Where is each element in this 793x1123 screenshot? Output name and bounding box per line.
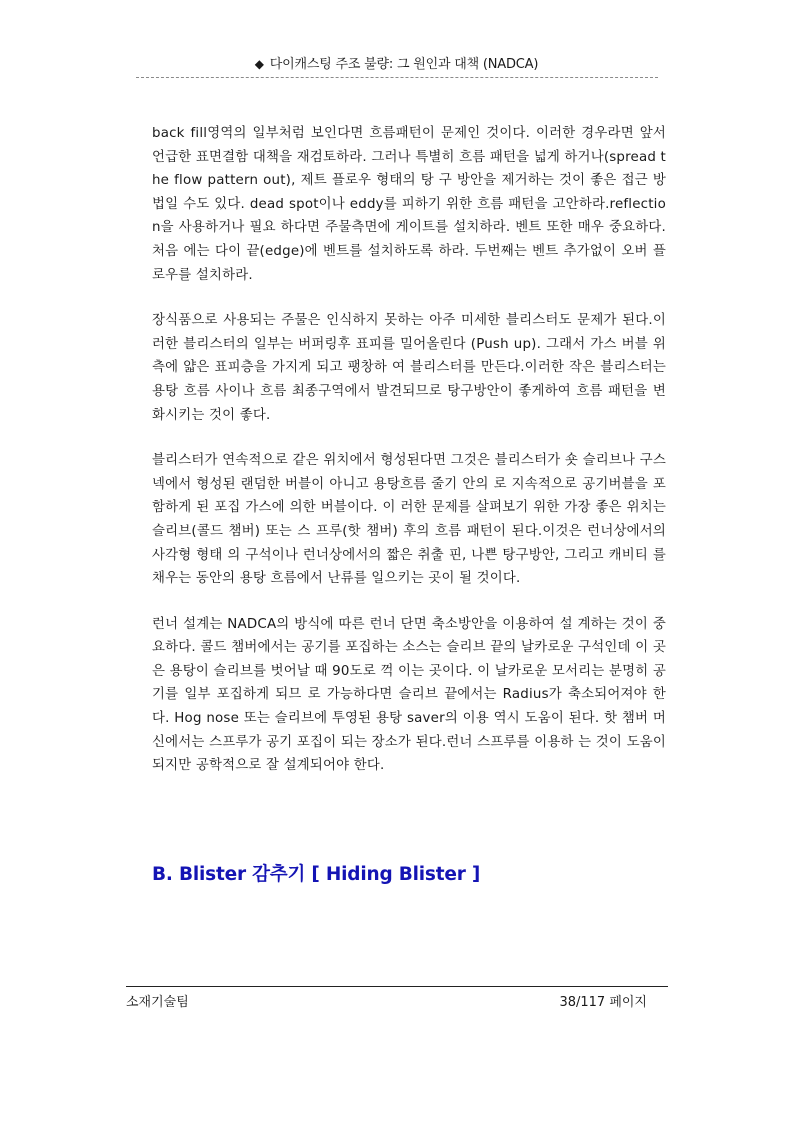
paragraph-2: 장식품으로 사용되는 주물은 인식하지 못하는 아주 미세한 블리스터도 문제가 된다.이러한 블리스터의 일부는 버퍼링후 표피를 밀어올린다 (Push up). 그래서 가스 버블 위측에 얇은 표피층을 가지게 되고 팽창하 여 블리스터를 만든다.이러한 작은 블리스터는 용탕 흐름 사이나 흐름 최종구역에서 발견되므로 탕구방안이 좋게하여 흐름 패턴을 변화시키는 것이 좋다. bbox=[152, 313, 666, 423]
footer-divider bbox=[126, 986, 668, 987]
footer-department: 소재기술팀 bbox=[126, 995, 189, 1010]
paragraph-4: 런너 설계는 NADCA의 방식에 따른 런너 단면 축소방안을 이용하여 설 계하는 것이 중요하다. 콜드 챔버에서는 공기를 포집하는 소스는 슬리브 끝의 날카로운 구석인데 이 곳은 용탕이 슬리브를 벗어날 때 90도로 꺽 이는 곳이다. 이 날카로운 모서리는 분명히 공기를 일부 포집하게 되므 로 가능하다면 슬리브 끝에서는 Radius가 축소되어져야 한다. Hog nose 또는 슬리브에 투영된 용탕 saver의 이용 역시 도움이 된다. 핫 챔버 머 신에서는 스프루가 공기 포집이 되는 장소가 된다.런너 스프루를 이용하 는 것이 도움이 되지만 공학적으로 잘 설계되어야 한다. bbox=[152, 616, 666, 774]
running-header bbox=[0, 53, 793, 72]
header-title: 다이캐스팅 주조 불량: 그 원인과 대책 (NADCA) bbox=[269, 57, 539, 72]
body-text bbox=[152, 122, 666, 800]
paragraph-1: back fill영역의 일부처럼 보인다면 흐름패턴이 문제인 것이다. 이러한 경우라면 앞서 언급한 표면결함 대책을 재검토하라. 그러나 특별히 흐름 패턴을 넓게 하거나(spread the flow pattern out), 제트 플로우 형태의 탕 구 방안을 제거하는 것이 좋은 접근 방법일 수도 있다. dead spot이나 eddy를 피하기 위한 흐름 패턴을 고안하라.reflection을 사용하거나 필요 하다면 주물측면에 게이트를 설치하라. 벤트 또한 매우 중요하다. 처음 에는 다이 끝(edge)에 벤트를 설치하도록 하라. 두번째는 벤트 추가없이 오버 플로우를 설치하라. bbox=[152, 126, 666, 283]
footer-page-number: 38/117 페이지 bbox=[559, 995, 647, 1010]
diamond-bullet-icon: ◆ bbox=[254, 57, 264, 71]
section-heading: B. Blister 감추기 [ Hiding Blister ] bbox=[152, 864, 481, 885]
header-divider bbox=[136, 77, 658, 78]
paragraph-3: 블리스터가 연속적으로 같은 위치에서 형성된다면 그것은 블리스터가 숏 슬리브나 구스넥에서 형성된 랜덤한 버블이 아니고 용탕흐름 줄기 안의 로 지속적으로 공기버블을 포함하게 된 포집 가스에 의한 버블이다. 이 러한 문제를 살펴보기 위한 가장 좋은 위치는 슬리브(콜드 챔버) 또는 스 프루(핫 챔버) 후의 흐름 패턴이 된다.이것은 런너상에서의 사각형 형태 의 구석이나 런너상에서의 짧은 취출 핀, 나쁜 탕구방안, 그리고 캐비티 를 채우는 동안의 용탕 흐름에서 난류를 일으키는 곳이 될 것이다. bbox=[152, 453, 666, 587]
